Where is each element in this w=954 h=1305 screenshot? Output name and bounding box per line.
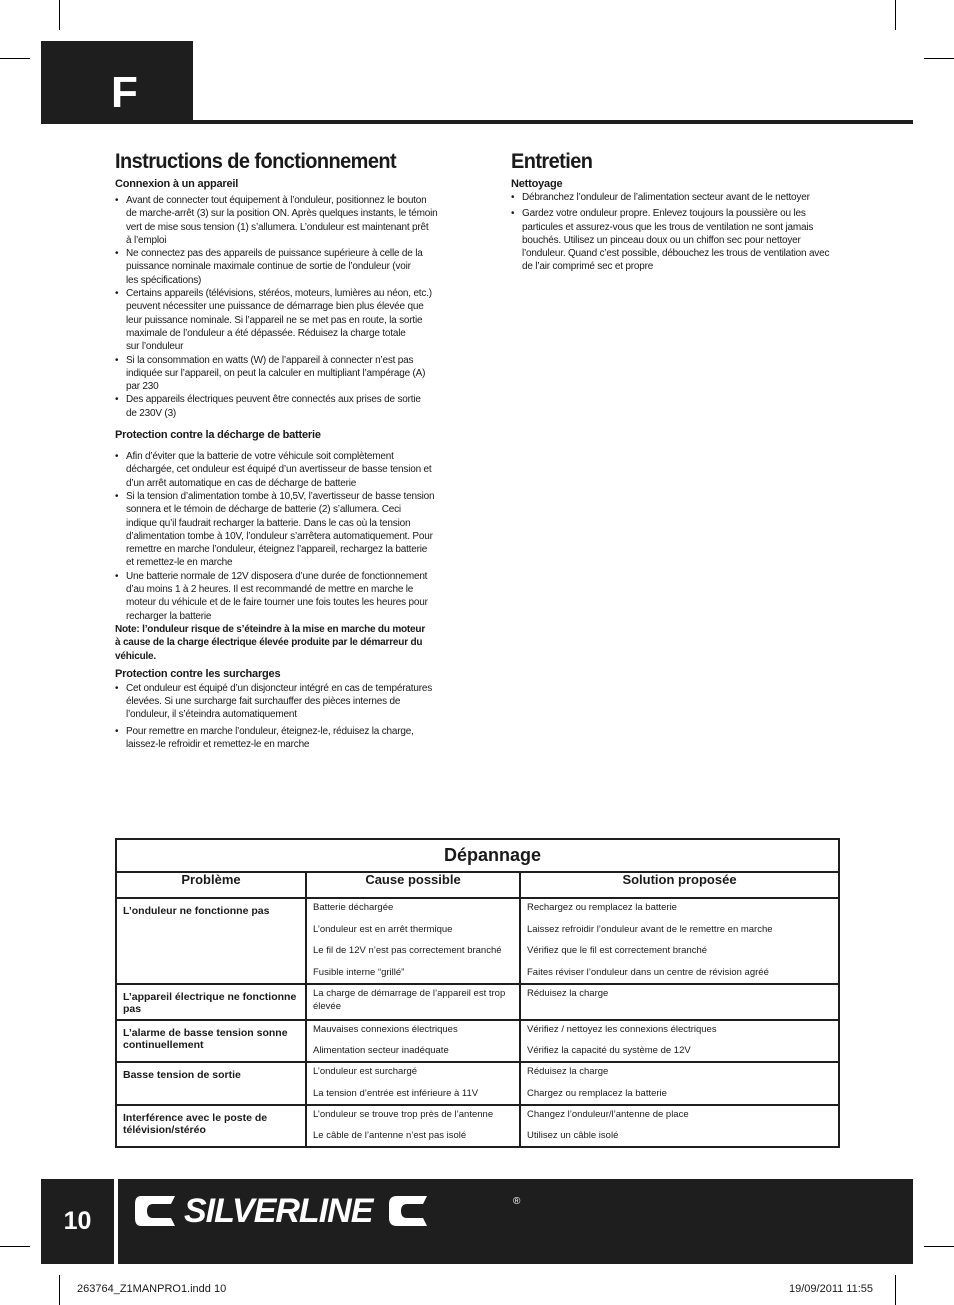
table-row [116, 984, 839, 1020]
list-item-line: les spécifications) [126, 274, 202, 286]
problem-cell: Basse tension de sortie [116, 1062, 306, 1105]
list-item-line: • Si la consommation en watts (W) de l’appareil à connecter n’est pas [126, 354, 414, 366]
list-item [115, 682, 447, 722]
column-header-solution: Solution proposée [520, 872, 839, 898]
table-row [116, 1062, 839, 1105]
list-item-line: leur puissance nominale. Si l’appareil ne se met pas en route, la sortie [126, 314, 423, 326]
list-item [115, 247, 447, 287]
list-item-line: et remettez-le en marche [126, 557, 233, 569]
list-item-line: • Débranchez l’onduleur de l’alimentation secteur avant de le nettoyer [522, 192, 810, 203]
troubleshooting-body [116, 898, 839, 1147]
language-code: F [111, 68, 138, 117]
list-item-line: d’au moins 1 à 2 heures. Il est recommandé de mettre en marche le [126, 584, 414, 596]
crop-mark [895, 0, 896, 30]
solution-item: Laissez refroidir l’onduleur avant de le remettre en marche [527, 923, 773, 935]
subheading-cleaning: Nettoyage [511, 178, 563, 190]
subheading-battery-protection: Protection contre la décharge de batterie [115, 429, 321, 442]
subheading-overload-protection: Protection contre les surcharges [115, 667, 281, 680]
section-title-operating-instructions: Instructions de fonctionnement [115, 150, 397, 173]
list-item [511, 191, 841, 204]
cause-cell [306, 1105, 520, 1148]
list-item-line: puissance nominale maximale continue de sortie de l’onduleur (voir [126, 261, 411, 273]
list-item-line: recharger la batterie [126, 610, 212, 622]
cause-item: L’onduleur est surchargé [313, 1066, 418, 1077]
brand-name: SILVERLINE [184, 1192, 373, 1230]
registered-mark: ® [513, 1196, 521, 1207]
list-item-line: de 230V (3) [126, 407, 177, 419]
battery-note [115, 623, 447, 663]
cause-cell [306, 1062, 520, 1105]
footer-bar [41, 1179, 913, 1264]
list-item-line: • Cet onduleur est équipé d’un disjoncteur intégré en cas de températures [126, 682, 433, 694]
solution-item: Faites réviser l’onduleur dans un centre de révision agréé [527, 966, 769, 978]
cause-item: L’onduleur se trouve trop près de l’antenne [313, 1108, 494, 1120]
list-item-line: • Afin d’éviter que la batterie de votre véhicule soit complètement [126, 451, 394, 463]
troubleshooting-table [115, 838, 840, 1148]
list-item-line: • Des appareils électriques peuvent être connectés aux prises de sortie [126, 394, 421, 406]
page-number: 10 [63, 1207, 92, 1235]
cause-item: Le fil de 12V n’est pas correctement branché [313, 945, 502, 956]
list-item-line: • Si la tension d’alimentation tombe à 10,5V, l’avertisseur de basse tension [126, 490, 435, 502]
problem-cell: L’appareil électrique ne fonctionne pas [116, 984, 306, 1020]
cause-item: La charge de démarrage de l’appareil est trop élevée [313, 987, 506, 1012]
header-rule [193, 120, 913, 124]
table-row [116, 1020, 839, 1063]
problem-cell: Interférence avec le poste de télévision/stéréo [116, 1105, 306, 1148]
list-item-line: sonnera et le témoin de décharge de batterie (2) s’allumera. Ceci [126, 504, 401, 516]
list-item-line: • Ne connectez pas des appareils de puissance supérieure à celle de la [126, 248, 423, 260]
cause-item: L’onduleur est en arrêt thermique [313, 923, 453, 935]
list-item-line: particules et assurez-vous que les trous de ventilation ne sont jamais [522, 221, 814, 233]
file-info: 263764_Z1MANPRO1.indd 10 [77, 1283, 227, 1295]
list-item-line: l’onduleur. Quand c’est possible, débouchez les trous de ventilation avec [522, 248, 830, 260]
crop-mark [0, 58, 30, 59]
list-item-line: remettre en marche l’onduleur, éteignez l’appareil, rechargez la batterie [126, 544, 428, 556]
list-item-line: de marche-arrêt (3) sur la position ON. Après quelques instants, le témoin [126, 208, 438, 220]
silverline-logo [135, 1190, 521, 1232]
column-header-cause: Cause possible [306, 872, 520, 898]
list-item-line: indique qu’il faudrait recharger la batterie. Dans le cas où la tension [126, 517, 411, 529]
problem-cell: L’alarme de basse tension sonne continuellement [116, 1020, 306, 1063]
cause-item: Mauvaises connexions électriques [313, 1023, 458, 1035]
list-item [115, 393, 447, 420]
solution-item: Réduisez la charge [527, 987, 609, 999]
solution-item: Rechargez ou remplacez la batterie [527, 902, 677, 913]
list-item-line: déchargée, cet onduleur est équipé d’un avertisseur de basse tension et [126, 464, 432, 476]
list-item-line: indiquée sur l’appareil, on peut la calculer en multipliant l’ampérage (A) [126, 367, 426, 379]
solution-item: Chargez ou remplacez la batterie [527, 1087, 667, 1099]
solution-cell [520, 1105, 839, 1148]
list-item-line: laissez-le refroidir et remettez-le en marche [126, 738, 310, 750]
crop-mark [895, 1275, 896, 1305]
cause-cell [306, 1020, 520, 1063]
list-item [115, 194, 447, 247]
crop-mark [924, 1246, 954, 1247]
list-item-line: • Gardez votre onduleur propre. Enlevez toujours la poussière ou les [522, 208, 806, 220]
list-item [115, 287, 447, 353]
list-item-line: d’alimentation tombe à 10V, l’onduleur s’arrêtera automatiquement. Pour [126, 530, 433, 542]
solution-item: Vérifiez / nettoyez les connexions électriques [527, 1023, 717, 1035]
list-item-line: de l’air comprimé sec et propre [522, 261, 654, 273]
list-item-line: maximale de l’onduleur a été dépassée. Réduisez la charge totale [126, 327, 406, 339]
list-item-line: • Avant de connecter tout équipement à l’onduleur, positionnez le bouton [126, 195, 427, 206]
section-title-maintenance: Entretien [511, 150, 593, 173]
crop-mark [924, 58, 954, 59]
subheading-connection: Connexion à un appareil [115, 178, 239, 190]
list-item-line: l’onduleur, il s’éteindra automatiquement [126, 709, 297, 721]
list-item [115, 570, 447, 623]
right-column [511, 150, 841, 274]
cause-item: La tension d’entrée est inférieure à 11V [313, 1087, 479, 1099]
solution-item: Réduisez la charge [527, 1066, 609, 1077]
crop-mark [59, 0, 60, 30]
list-item-line: sur l’onduleur [126, 341, 184, 353]
cleaning-list [511, 191, 841, 274]
solution-item: Vérifiez la capacité du système de 12V [527, 1045, 691, 1056]
left-column [115, 150, 447, 751]
list-item-line: • Certains appareils (télévisions, stéréos, moteurs, lumières au néon, etc.) [126, 288, 432, 300]
solution-item: Changez l’onduleur/l’antenne de place [527, 1108, 689, 1120]
list-item-line: par 230 [126, 381, 159, 393]
note-line: à cause de la charge électrique élevée produite par le démarreur du [115, 637, 423, 649]
list-item-line: à l’emploi [126, 234, 167, 246]
list-item-line: vert de mise sous tension (1) s’allumera. L’onduleur est maintenant prêt [126, 221, 429, 233]
table-row [116, 1105, 839, 1148]
note-line: Note: l’onduleur risque de s’éteindre à la mise en marche du moteur [115, 623, 426, 635]
cause-item: Fusible interne “grillé” [313, 966, 405, 978]
list-item-line: • Pour remettre en marche l’onduleur, éteignez-le, réduisez la charge, [126, 725, 414, 737]
list-item-line: bouchés. Utilisez un pinceau doux ou un chiffon sec pour nettoyer [522, 234, 801, 246]
cause-cell [306, 984, 520, 1020]
table-row [116, 898, 839, 984]
solution-cell [520, 898, 839, 984]
list-item-line: • Une batterie normale de 12V disposera d’une durée de fonctionnement [126, 570, 428, 582]
battery-protection-list [115, 450, 447, 623]
cause-item: Batterie déchargée [313, 902, 394, 913]
solution-item: Vérifiez que le fil est correctement branché [527, 945, 708, 956]
cause-item: Le câble de l’antenne n’est pas isolé [313, 1130, 467, 1141]
list-item [511, 207, 841, 273]
problem-cell: L’onduleur ne fonctionne pas [116, 898, 306, 984]
solution-cell [520, 1020, 839, 1063]
list-item-line: moteur du véhicule et de le faire tourner une fois toutes les heures pour [126, 597, 428, 609]
solution-item: Utilisez un câble isolé [527, 1130, 619, 1141]
column-header-problem: Problème [116, 872, 306, 898]
list-item [115, 725, 447, 752]
language-tab [41, 41, 193, 124]
solution-cell [520, 984, 839, 1020]
solution-cell [520, 1062, 839, 1105]
footer-divider [114, 1179, 118, 1264]
overload-list [115, 682, 447, 751]
crop-mark [0, 1246, 30, 1247]
troubleshooting-title: Dépannage [116, 839, 839, 872]
connection-list [115, 194, 447, 420]
list-item [115, 490, 447, 570]
print-timestamp: 19/09/2011 11:55 [789, 1283, 874, 1295]
list-item [115, 354, 447, 394]
list-item-line: d’un arrêt automatique en cas de décharge de batterie [126, 477, 357, 489]
list-item-line: élevées. Si une surcharge fait surchauffer des pièces internes de [126, 696, 401, 708]
cause-item: Alimentation secteur inadéquate [313, 1045, 449, 1056]
note-line: véhicule. [115, 650, 156, 662]
list-item-line: peuvent nécessiter une puissance de démarrage bien plus élevée que [126, 301, 424, 313]
cause-cell [306, 898, 520, 984]
crop-mark [59, 1275, 60, 1305]
list-item [115, 450, 447, 490]
